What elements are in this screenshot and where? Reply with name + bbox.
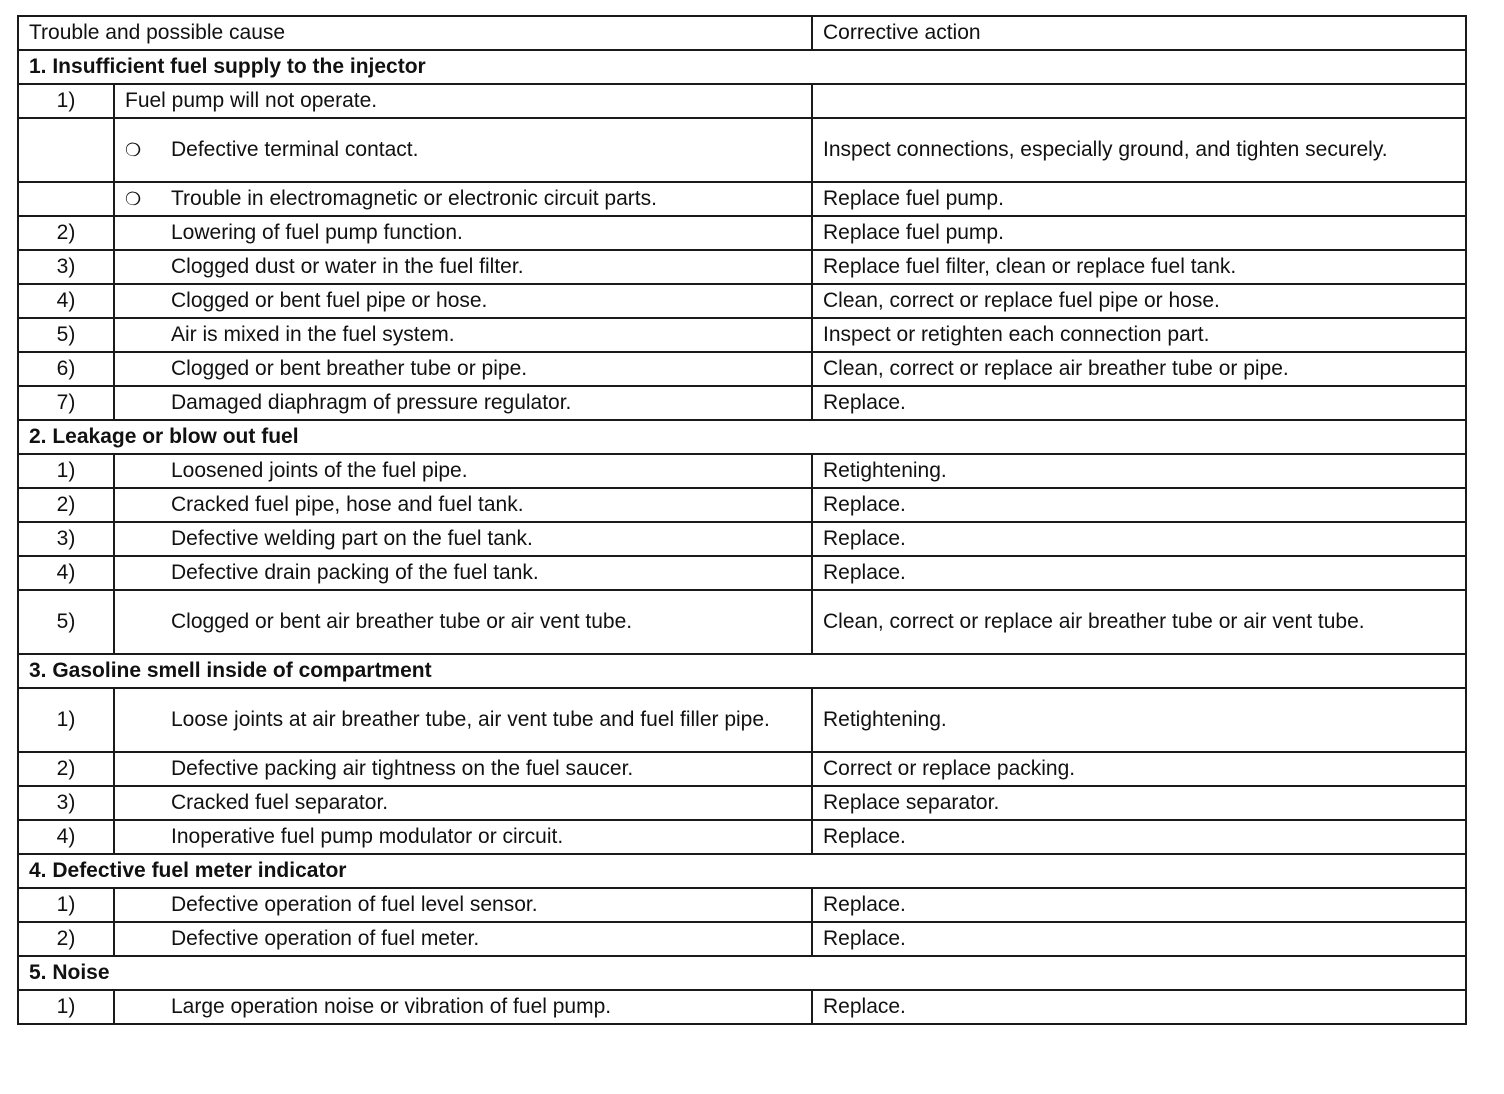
section-title: 2. Leakage or blow out fuel [18, 420, 1466, 454]
table-row [18, 284, 1466, 318]
cause-column-header: Trouble and possible cause [18, 16, 812, 50]
item-number [18, 182, 114, 216]
action-cell: Clean, correct or replace fuel pipe or hose. [812, 284, 1466, 318]
section-title: 5. Noise [18, 956, 1466, 990]
cause-cell [114, 216, 812, 250]
cause-text: Trouble in electromagnetic or electronic circuit parts. [171, 187, 657, 210]
cause-cell [114, 522, 812, 556]
table-row [18, 386, 1466, 420]
cause-text: Loose joints at air breather tube, air vent tube and fuel filler pipe. [171, 708, 770, 731]
item-number: 4) [18, 556, 114, 590]
cause-text: Defective operation of fuel level sensor. [171, 893, 538, 916]
cause-text: Defective terminal contact. [171, 138, 419, 161]
action-cell: Replace. [812, 522, 1466, 556]
table-header-row [18, 16, 1466, 50]
action-cell: Inspect or retighten each connection part. [812, 318, 1466, 352]
cause-text: Inoperative fuel pump modulator or circuit. [171, 825, 564, 848]
cause-cell [114, 922, 812, 956]
cause-text: Loosened joints of the fuel pipe. [171, 459, 468, 482]
cause-cell [114, 84, 812, 118]
item-number: 1) [18, 990, 114, 1024]
cause-cell [114, 284, 812, 318]
cause-text: Defective welding part on the fuel tank. [171, 527, 533, 550]
table-row [18, 454, 1466, 488]
circle-bullet-icon: ❍ [125, 189, 142, 209]
item-number: 1) [18, 84, 114, 118]
action-cell: Inspect connections, especially ground, and tighten securely. [812, 118, 1466, 182]
item-number: 1) [18, 888, 114, 922]
table-row [18, 820, 1466, 854]
section-row [18, 654, 1466, 688]
section-title: 4. Defective fuel meter indicator [18, 854, 1466, 888]
table-row [18, 182, 1466, 216]
cause-cell [114, 688, 812, 752]
action-cell: Replace. [812, 556, 1466, 590]
table-row [18, 688, 1466, 752]
cause-text: Air is mixed in the fuel system. [171, 323, 455, 346]
cause-cell [114, 556, 812, 590]
section-title: 3. Gasoline smell inside of compartment [18, 654, 1466, 688]
action-cell: Replace. [812, 990, 1466, 1024]
action-cell: Replace fuel pump. [812, 216, 1466, 250]
action-cell: Replace fuel filter, clean or replace fuel tank. [812, 250, 1466, 284]
table-row [18, 118, 1466, 182]
cause-text: Lowering of fuel pump function. [171, 221, 463, 244]
cause-text: Defective packing air tightness on the fuel saucer. [171, 757, 634, 780]
troubleshooting-table [17, 15, 1467, 1025]
section-row [18, 50, 1466, 84]
item-number: 3) [18, 786, 114, 820]
item-number: 3) [18, 522, 114, 556]
item-number: 3) [18, 250, 114, 284]
table-row [18, 990, 1466, 1024]
item-number: 2) [18, 922, 114, 956]
table-row [18, 488, 1466, 522]
section-row [18, 854, 1466, 888]
cause-cell [114, 590, 812, 654]
cause-text: Damaged diaphragm of pressure regulator. [171, 391, 572, 414]
cause-cell [114, 888, 812, 922]
cause-text: Defective drain packing of the fuel tank. [171, 561, 539, 584]
action-cell: Replace. [812, 386, 1466, 420]
table-row [18, 752, 1466, 786]
cause-text: Clogged dust or water in the fuel filter. [171, 255, 524, 278]
item-number: 2) [18, 216, 114, 250]
cause-cell [114, 250, 812, 284]
table-row [18, 888, 1466, 922]
action-cell: Replace. [812, 888, 1466, 922]
action-cell: Replace separator. [812, 786, 1466, 820]
item-number: 4) [18, 284, 114, 318]
action-cell: Clean, correct or replace air breather tube or pipe. [812, 352, 1466, 386]
action-cell: Clean, correct or replace air breather tube or air vent tube. [812, 590, 1466, 654]
cause-text: Cracked fuel pipe, hose and fuel tank. [171, 493, 524, 516]
cause-text: Clogged or bent breather tube or pipe. [171, 357, 528, 380]
table-row [18, 84, 1466, 118]
action-cell: Replace. [812, 488, 1466, 522]
table-row [18, 590, 1466, 654]
table-row [18, 250, 1466, 284]
item-number: 2) [18, 752, 114, 786]
table-row [18, 922, 1466, 956]
action-cell: Replace. [812, 820, 1466, 854]
item-number: 1) [18, 454, 114, 488]
table-row [18, 556, 1466, 590]
cause-cell [114, 386, 812, 420]
table-row [18, 352, 1466, 386]
circle-bullet-icon: ❍ [125, 140, 142, 160]
cause-cell [114, 454, 812, 488]
action-cell: Retightening. [812, 454, 1466, 488]
table-row [18, 522, 1466, 556]
cause-cell [114, 752, 812, 786]
action-column-header: Corrective action [812, 16, 1466, 50]
action-cell: Replace. [812, 922, 1466, 956]
item-number: 6) [18, 352, 114, 386]
cause-cell [114, 820, 812, 854]
cause-cell [114, 990, 812, 1024]
cause-text: Clogged or bent air breather tube or air vent tube. [171, 610, 633, 633]
section-row [18, 420, 1466, 454]
cause-cell [114, 318, 812, 352]
item-number [18, 118, 114, 182]
section-title: 1. Insufficient fuel supply to the injector [18, 50, 1466, 84]
item-number: 1) [18, 688, 114, 752]
cause-cell [114, 352, 812, 386]
table-row [18, 216, 1466, 250]
action-cell: Replace fuel pump. [812, 182, 1466, 216]
action-cell: Correct or replace packing. [812, 752, 1466, 786]
cause-text: Cracked fuel separator. [171, 791, 389, 814]
cause-text: Defective operation of fuel meter. [171, 927, 480, 950]
item-number: 4) [18, 820, 114, 854]
cause-text: Clogged or bent fuel pipe or hose. [171, 289, 488, 312]
item-number: 5) [18, 318, 114, 352]
cause-cell [114, 488, 812, 522]
section-row [18, 956, 1466, 990]
action-cell: Retightening. [812, 688, 1466, 752]
table-row [18, 786, 1466, 820]
table-row [18, 318, 1466, 352]
cause-text: Large operation noise or vibration of fuel pump. [171, 995, 612, 1018]
cause-cell [114, 182, 812, 216]
action-cell [812, 84, 1466, 118]
item-number: 5) [18, 590, 114, 654]
item-number: 2) [18, 488, 114, 522]
cause-cell [114, 786, 812, 820]
cause-text: Fuel pump will not operate. [125, 89, 378, 112]
item-number: 7) [18, 386, 114, 420]
cause-cell [114, 118, 812, 182]
